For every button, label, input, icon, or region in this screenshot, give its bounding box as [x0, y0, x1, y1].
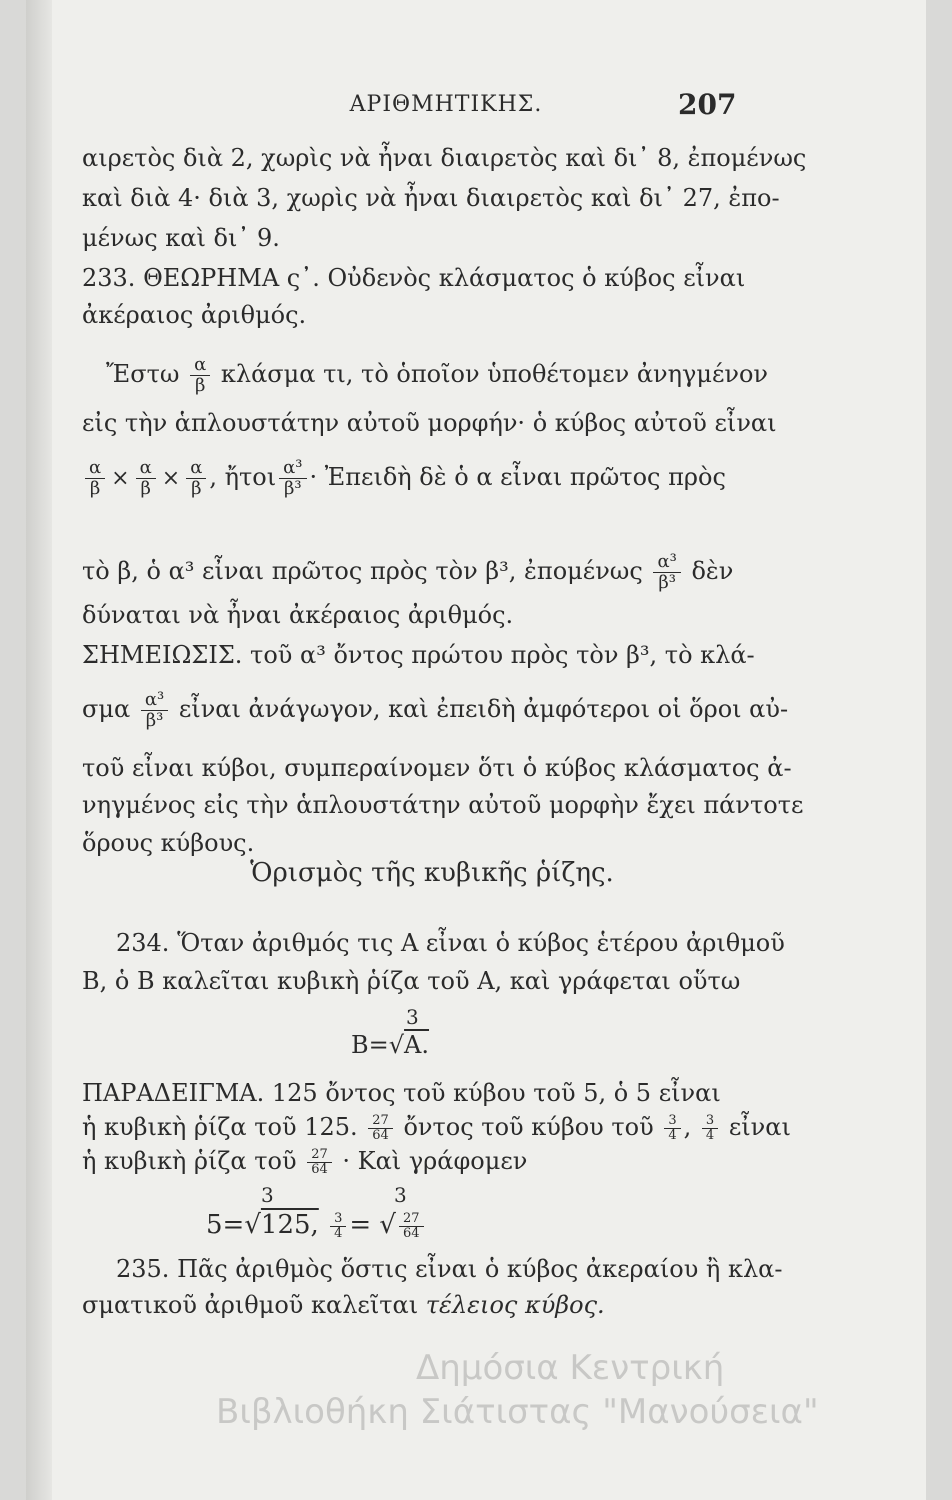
fraction: [141, 690, 168, 731]
text-run: δὲν: [691, 557, 734, 585]
frac-num: α: [85, 458, 105, 479]
text-line: μένως καὶ δι᾽ 9.: [82, 224, 280, 252]
equals-sign: =: [349, 1210, 372, 1240]
text-run: σματικοῦ ἀριθμοῦ καλεῖται: [82, 1291, 419, 1319]
page-number: 207: [678, 88, 737, 121]
text-line: 234. Ὅταν ἀριθμός τις Α εἶναι ὁ κύβος ἑτέρου ἀριθμοῦ: [116, 929, 785, 957]
text-run: ἡ κυβικὴ ῥίζα τοῦ 125.: [82, 1113, 358, 1141]
root-index: 3: [406, 1005, 419, 1029]
frac-num: α³: [279, 458, 306, 479]
text-run: · Καὶ γράφομεν: [342, 1147, 528, 1175]
frac-den: β: [191, 478, 202, 499]
text-run: εἶναι: [728, 1113, 791, 1141]
running-header: [26, 88, 926, 132]
radicand: 125,: [260, 1210, 319, 1240]
frac-den: β: [89, 478, 101, 499]
text-line: νηγμένος εἰς τὴν ἁπλουστάτην αὐτοῦ μορφὴν ἔχει πάντοτε: [82, 791, 804, 819]
formula: [206, 1210, 886, 1241]
fraction: [136, 458, 156, 499]
section-heading: Ὁρισμὸς τῆς κυβικῆς ῥίζης.: [250, 858, 614, 888]
frac-num: α³: [141, 690, 168, 711]
radical-sign: √: [244, 1210, 261, 1240]
text-line: εἰς τὴν ἁπλουστάτην αὐτοῦ μορφήν· ὁ κύβος αὐτοῦ εἶναι: [82, 409, 777, 437]
frac-den: β³: [284, 478, 302, 499]
example-line: ΠΑΡΑΔΕΙΓΜΑ. 125 ὄντος τοῦ κύβου τοῦ 5, ὁ 5 εἶναι: [82, 1079, 721, 1107]
formula: [351, 1030, 952, 1060]
text-line: ΣΗΜΕΙΩΣΙΣ. τοῦ α³ ὄντος πρώτου πρὸς τὸν β³, τὸ κλά-: [82, 641, 755, 669]
text-run: εἶναι ἀνάγωγον, καὶ ἐπειδὴ ἀμφότεροι οἱ ὅροι αὐ-: [178, 695, 789, 723]
fraction: [85, 458, 105, 499]
theorem-line: 233. ΘΕΩΡΗΜΑ ς᾽. Οὐδενὸς κλάσματος ὁ κύβος εἶναι: [82, 264, 746, 292]
times-sign: ×: [111, 466, 130, 491]
text-line: [82, 552, 762, 593]
text-run: ὄντος τοῦ κύβου τοῦ: [403, 1113, 654, 1141]
text-line: 235. Πᾶς ἀριθμὸς ὅστις εἶναι ὁ κύβος ἀκεραίου ἢ κλα-: [116, 1255, 783, 1283]
text-run: · Ἐπειδὴ δὲ ὁ α εἶναι πρῶτος πρὸς: [309, 463, 726, 491]
formula-lhs: 5=: [206, 1210, 245, 1240]
text-run: τὸ β, ὁ α³ εἶναι πρῶτος πρὸς τὸν β³, ἐπομένως: [82, 557, 643, 585]
text-line: [82, 1146, 762, 1177]
times-sign: ×: [161, 466, 181, 491]
frac-den: 64: [311, 1162, 328, 1177]
frac-den: β: [194, 375, 206, 396]
frac-num: 3: [330, 1212, 346, 1227]
formula-lhs: Β=: [351, 1031, 389, 1059]
italic-term: τέλειος κύβος.: [425, 1291, 605, 1319]
text-line: καὶ διὰ 4· διὰ 3, χωρὶς νὰ ἦναι διαιρετὸς καὶ δι᾽ 27, ἐπο-: [82, 184, 780, 212]
formula-line: [82, 458, 762, 499]
frac-den: β³: [145, 710, 164, 731]
frac-num: α: [136, 458, 156, 479]
radical-sign: √: [379, 1210, 396, 1240]
frac-den: β: [140, 478, 151, 499]
frac-num: 27: [399, 1212, 424, 1227]
frac-num: α: [186, 458, 206, 479]
root-index: 3: [261, 1183, 274, 1207]
text-line: ἀκέραιος ἀριθμός.: [82, 301, 307, 329]
frac-den: 64: [402, 1225, 420, 1241]
frac-num: 3: [702, 1114, 718, 1129]
fraction: [330, 1212, 346, 1241]
fraction: [279, 458, 306, 499]
frac-num: 27: [368, 1114, 393, 1129]
text-line: [82, 1112, 791, 1143]
text-run: , ἤτοι: [209, 463, 277, 491]
frac-num: α³: [653, 552, 680, 573]
header-title: ΑΡΙΘΜΗΤΙΚΗΣ.: [349, 92, 543, 117]
fraction: [190, 355, 210, 396]
fraction: [307, 1148, 332, 1177]
fraction: [186, 458, 206, 499]
text-line: ὅρους κύβους.: [82, 829, 255, 857]
comma: ,: [683, 1113, 692, 1141]
text-line: αιρετὸς διὰ 2, χωρὶς νὰ ἦναι διαιρετὸς καὶ δι᾽ 8, ἐπομένως: [82, 144, 807, 172]
text-run: σμα: [82, 695, 131, 723]
text-line: [82, 1290, 762, 1320]
text-line: [82, 689, 789, 731]
radical-sign: √: [388, 1031, 405, 1059]
word: Ἔστω: [106, 360, 180, 388]
library-watermark-line1: Δημόσια Κεντρική: [416, 1348, 725, 1388]
radicand: Α.: [404, 1031, 430, 1059]
frac-den: 4: [668, 1128, 677, 1143]
fraction: [368, 1114, 393, 1143]
frac-den: 4: [334, 1225, 343, 1241]
frac-num: 3: [664, 1114, 680, 1129]
frac-den: β³: [658, 572, 676, 593]
frac-num: 27: [307, 1148, 332, 1163]
text-line: Β, ὁ Β καλεῖται κυβικὴ ῥίζα τοῦ Α, καὶ γράφεται οὕτω: [82, 967, 741, 995]
text-run: ἡ κυβικὴ ῥίζα τοῦ: [82, 1147, 297, 1175]
frac-den: 4: [705, 1128, 715, 1143]
root-index: 3: [394, 1183, 407, 1207]
text-run: κλάσμα τι, τὸ ὁποῖον ὑποθέτομεν ἀνηγμένον: [220, 360, 769, 388]
library-watermark-line2: Βιβλιοθήκη Σιάτιστας "Μανούσεια": [216, 1392, 819, 1432]
fraction: [664, 1114, 680, 1143]
text-line: δύναται νὰ ἦναι ἀκέραιος ἀριθμός.: [82, 601, 514, 629]
page-gutter: [26, 0, 52, 1500]
fraction: [399, 1212, 424, 1241]
text-line: [106, 355, 786, 396]
fraction: [653, 552, 680, 593]
frac-den: 64: [372, 1128, 389, 1143]
book-page: [26, 0, 926, 1500]
fraction: [702, 1114, 718, 1143]
frac-num: α: [190, 355, 210, 376]
text-line: τοῦ εἶναι κύβοι, συμπεραίνομεν ὅτι ὁ κύβος κλάσματος ἀ-: [82, 754, 792, 782]
